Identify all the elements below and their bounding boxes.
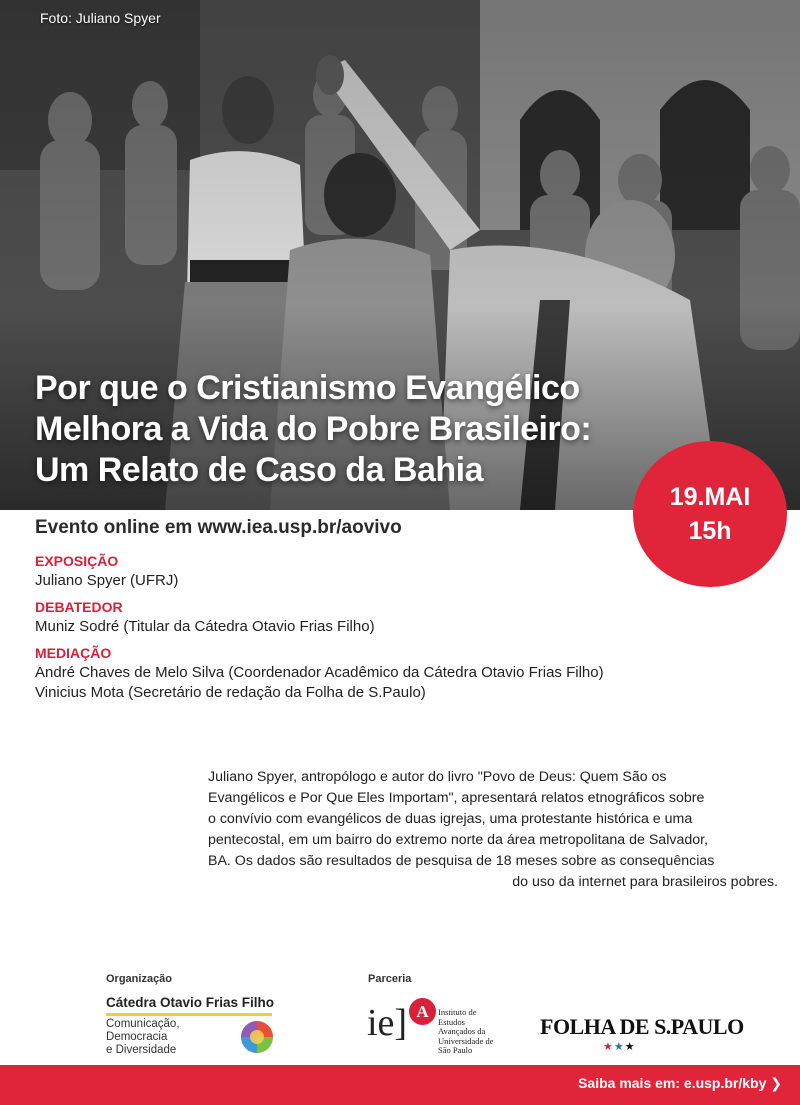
- ie-logo-mark: ie]: [367, 1002, 408, 1044]
- event-time: 15h: [688, 517, 732, 545]
- globe-icon: [240, 1020, 274, 1054]
- mediacao-person: André Chaves de Melo Silva (Coordenador Acadêmico da Cátedra Otavio Frias Filho): [35, 664, 604, 681]
- iea-text-line: São Paulo: [438, 1045, 473, 1056]
- folha-stars-icon: ★★★: [603, 1041, 636, 1053]
- exposicao-label: EXPOSIÇÃO: [35, 553, 119, 569]
- description-line: Evangélicos e Por Que Eles Importam", apresentará relatos etnográficos sobre: [208, 790, 705, 806]
- debatedor-person: Muniz Sodré (Titular da Cátedra Otavio Frias Filho): [35, 618, 375, 635]
- photo-credit: Foto: Juliano Spyer: [40, 10, 161, 26]
- event-title-line: Melhora a Vida do Pobre Brasileiro:: [35, 410, 592, 448]
- description-line: BA. Os dados são resultados de pesquisa de 18 meses sobre as consequências: [208, 853, 715, 869]
- catedra-subtitle-line: Democracia: [106, 1031, 168, 1043]
- description-line: o convívio com evangélicos de duas igrejas, uma protestante histórica e uma: [208, 811, 693, 827]
- mediacao-label: MEDIAÇÃO: [35, 645, 112, 661]
- iea-logo-text: [438, 1008, 493, 1056]
- debatedor-label: DEBATEDOR: [35, 599, 123, 615]
- event-title-line: Um Relato de Caso da Bahia: [35, 451, 484, 489]
- iea-text-line: Estudos: [438, 1016, 465, 1027]
- event-date: 19.MAI: [669, 483, 751, 511]
- event-title: [35, 368, 655, 491]
- folha-logo: FOLHA DE S.PAULO: [540, 1014, 744, 1039]
- description-line: do uso da internet para brasileiros pobres.: [512, 874, 778, 890]
- online-event-link[interactable]: Evento online em www.iea.usp.br/aovivo: [35, 517, 402, 538]
- catedra-logo-subtitle: [106, 1018, 180, 1057]
- catedra-logo-rule: [106, 1013, 272, 1016]
- catedra-subtitle-line: Comunicação,: [106, 1018, 180, 1030]
- description-line: pentecostal, em um bairro do extremo norte da área metropolitana de Salvador,: [208, 832, 708, 848]
- hero-photo: [0, 0, 800, 510]
- iea-text-line: Avançados da: [438, 1026, 486, 1037]
- iea-text-line: Instituto de: [438, 1007, 477, 1017]
- catedra-subtitle-line: e Diversidade: [106, 1044, 177, 1056]
- saiba-mais-link[interactable]: [578, 1075, 782, 1092]
- organizacao-label: Organização: [106, 973, 173, 985]
- catedra-logo-name: Cátedra Otavio Frias Filho: [106, 995, 275, 1010]
- chevron-right-icon: ❯: [770, 1075, 782, 1091]
- parceria-label: Parceria: [368, 973, 412, 985]
- footer-bar: [0, 1065, 800, 1105]
- saiba-mais-text: Saiba mais em: e.usp.br/kby: [578, 1075, 767, 1091]
- exposicao-person: Juliano Spyer (UFRJ): [35, 572, 179, 589]
- mediacao-person: Vinicius Mota (Secretário de redação da Folha de S.Paulo): [35, 684, 426, 701]
- iea-logo-circle: A: [409, 998, 436, 1025]
- event-description: [208, 767, 778, 893]
- date-badge: [633, 441, 787, 587]
- description-line: Juliano Spyer, antropólogo e autor do livro "Povo de Deus: Quem São os: [208, 769, 667, 785]
- event-title-line: Por que o Cristianismo Evangélico: [35, 369, 580, 407]
- iea-text-line: Universidade de: [438, 1035, 494, 1046]
